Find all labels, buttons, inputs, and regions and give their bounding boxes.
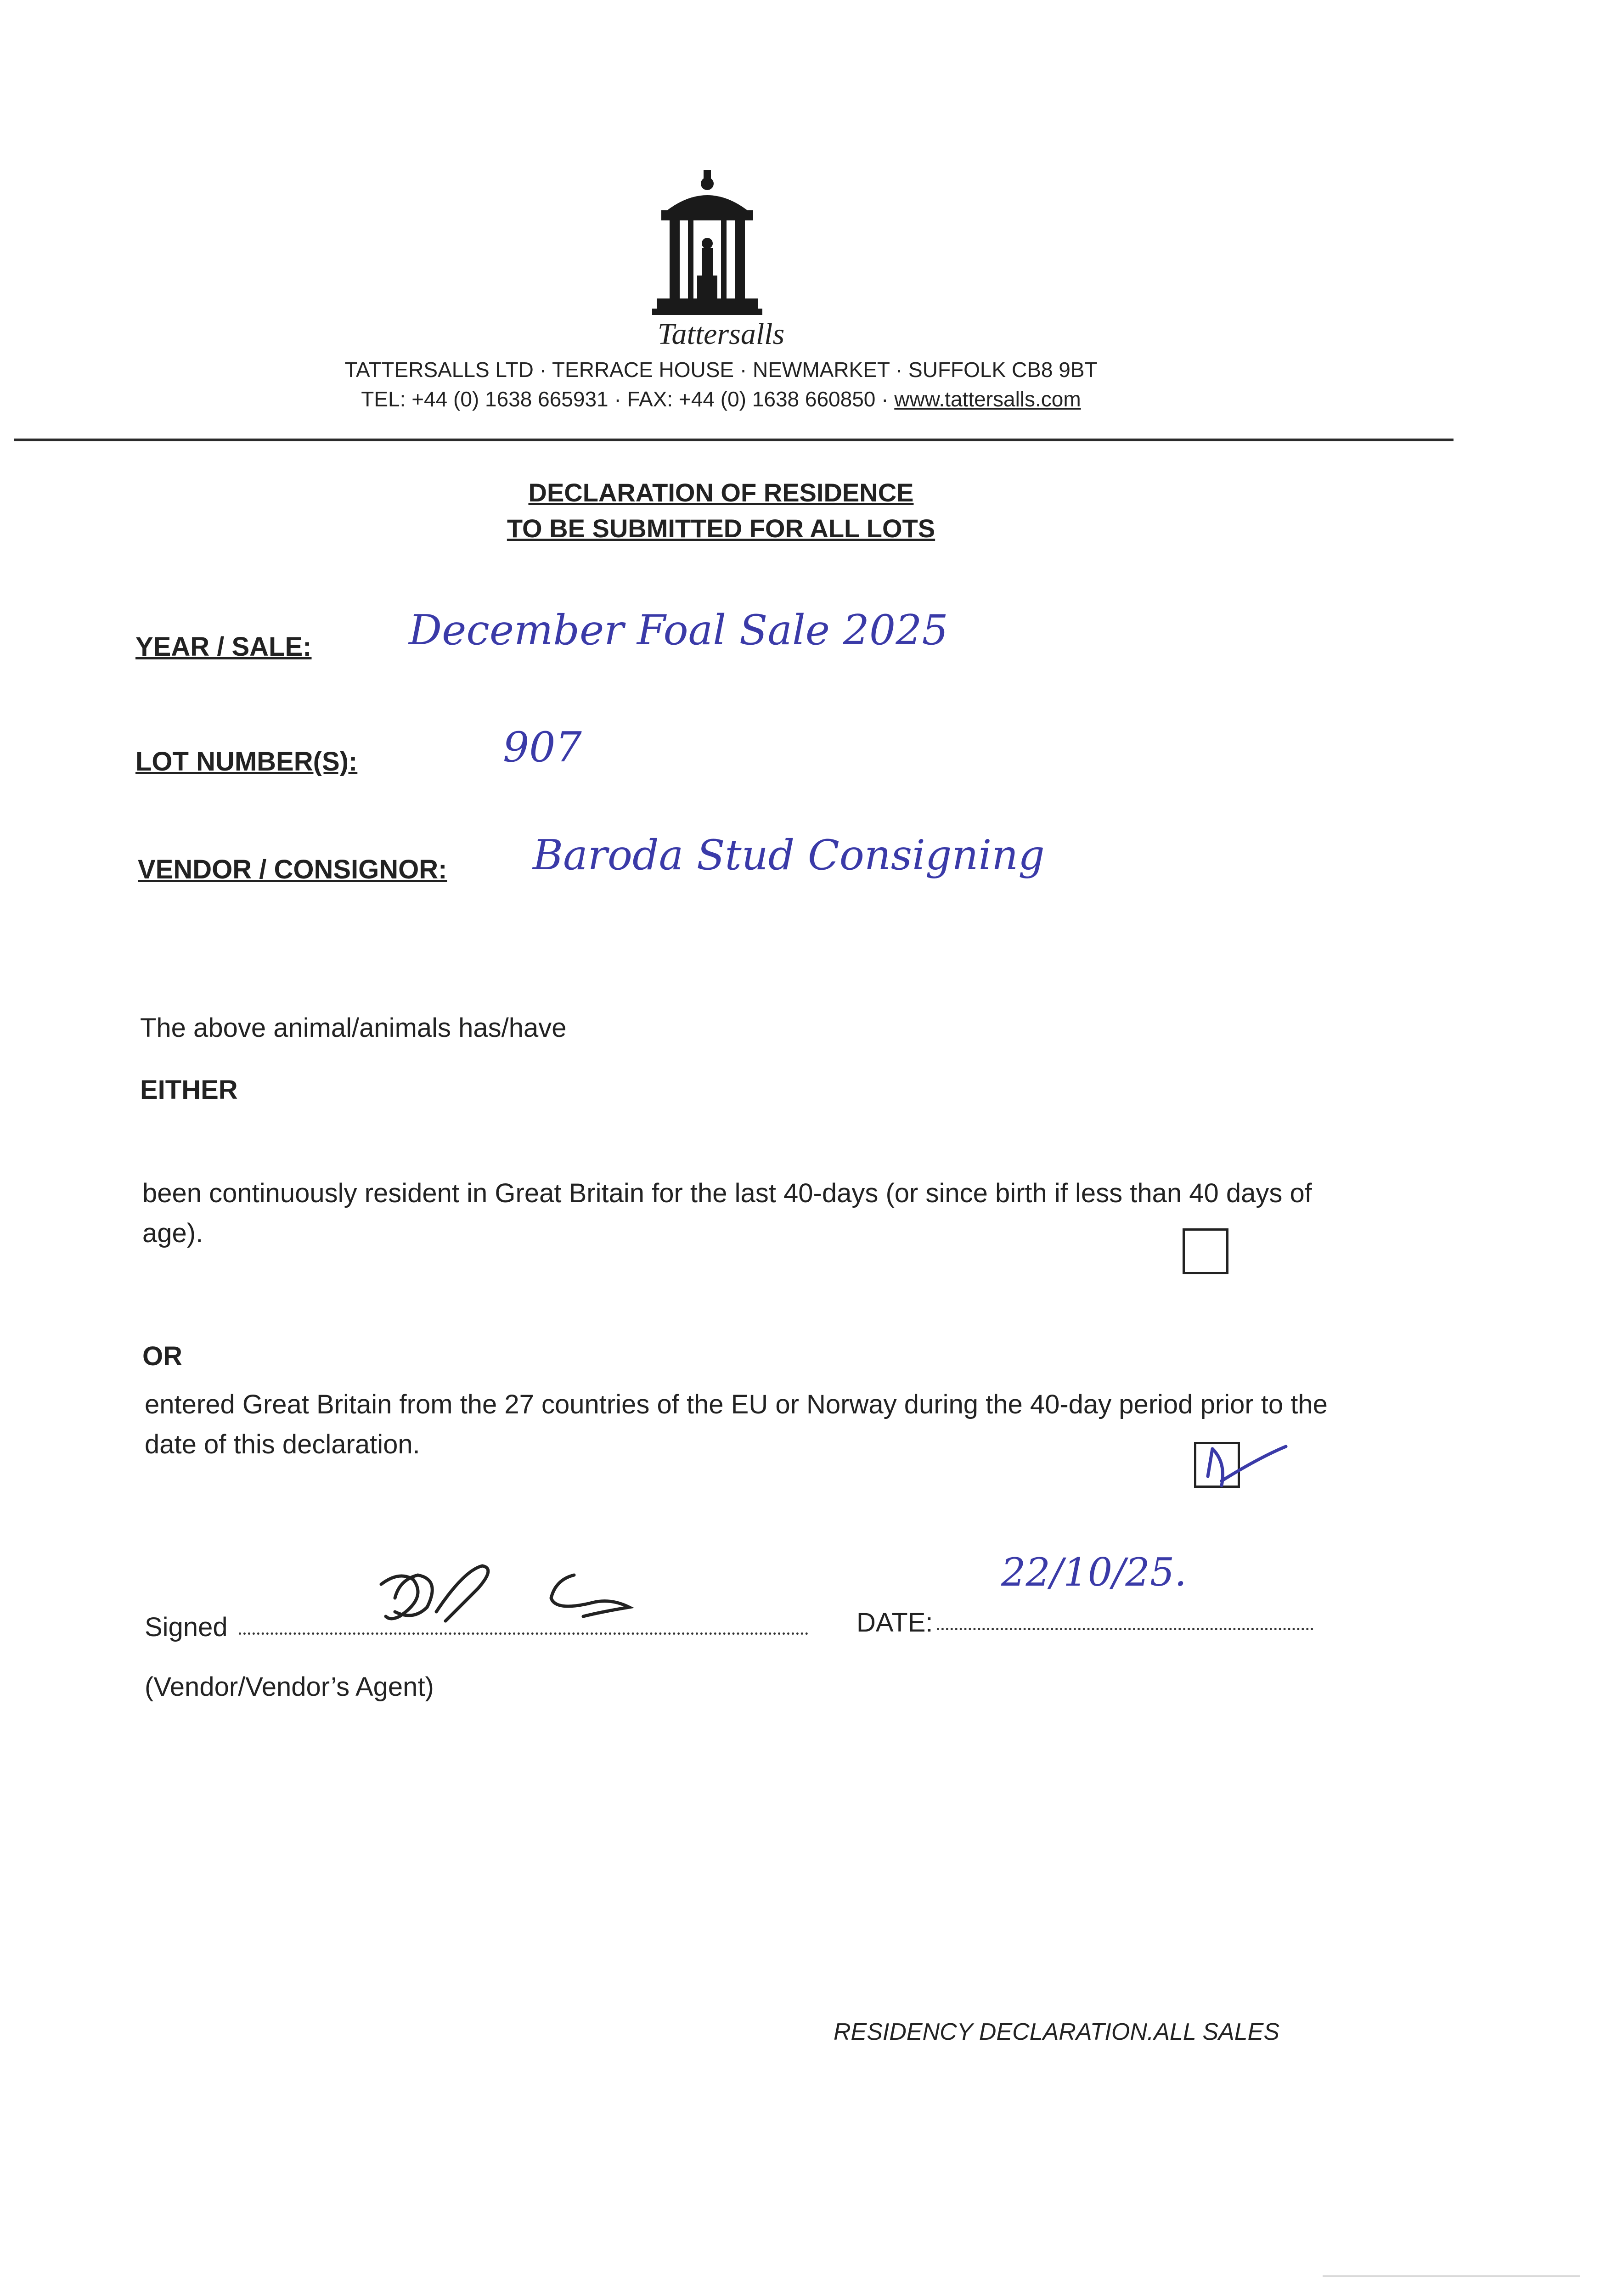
or-label: OR (142, 1341, 182, 1371)
option-entered-gb-text: entered Great Britain from the 27 countries of the EU or Norway during the 40-day period prior to the date of this declaration. (145, 1390, 1328, 1459)
company-address: TATTERSALLS LTD · TERRACE HOUSE · NEWMARKET · SUFFOLK CB8 9BT (344, 358, 1098, 382)
year-sale-label: YEAR / SALE: (135, 632, 312, 662)
header-divider (14, 439, 1454, 441)
signed-label: Signed (145, 1612, 228, 1642)
date-line (937, 1628, 1313, 1630)
either-label: EITHER (140, 1075, 238, 1105)
option-continuous-residence-checkbox[interactable] (1183, 1228, 1228, 1274)
tattersalls-rotunda-logo (648, 170, 767, 317)
option-entered-gb-checkbox[interactable] (1194, 1442, 1240, 1488)
vendor-consignor-value[interactable]: Baroda Stud Consigning (533, 831, 1045, 879)
brand-name: Tattersalls (657, 317, 785, 351)
check-mark-icon (1194, 1430, 1313, 1495)
form-subtitle: TO BE SUBMITTED FOR ALL LOTS (507, 514, 935, 543)
scan-artifact-line (1323, 2275, 1580, 2277)
signer-role: (Vendor/Vendor’s Agent) (145, 1672, 434, 1702)
website-link[interactable]: www.tattersalls.com (894, 387, 1081, 411)
lot-number-value[interactable]: 907 (503, 723, 582, 771)
handwritten-signature[interactable] (372, 1552, 675, 1635)
date-value[interactable]: 22/10/25. (1001, 1550, 1187, 1595)
vendor-consignor-label: VENDOR / CONSIGNOR: (138, 855, 447, 884)
date-label: DATE: (856, 1608, 933, 1638)
year-sale-value[interactable]: December Foal Sale 2025 (409, 606, 948, 654)
lot-number-label: LOT NUMBER(S): (135, 747, 358, 777)
form-footer-name: RESIDENCY DECLARATION.ALL SALES (834, 2019, 1280, 2045)
contact-numbers: TEL: +44 (0) 1638 665931 · FAX: +44 (0) 1638 660850 · (361, 387, 895, 411)
option-continuous-residence-text: been continuously resident in Great Britain for the last 40-days (or since birth if less than 40 days of age). (142, 1178, 1312, 1248)
company-contact (0, 387, 1442, 411)
form-title: DECLARATION OF RESIDENCE (528, 478, 914, 507)
statement-intro: The above animal/animals has/have (140, 1013, 567, 1043)
